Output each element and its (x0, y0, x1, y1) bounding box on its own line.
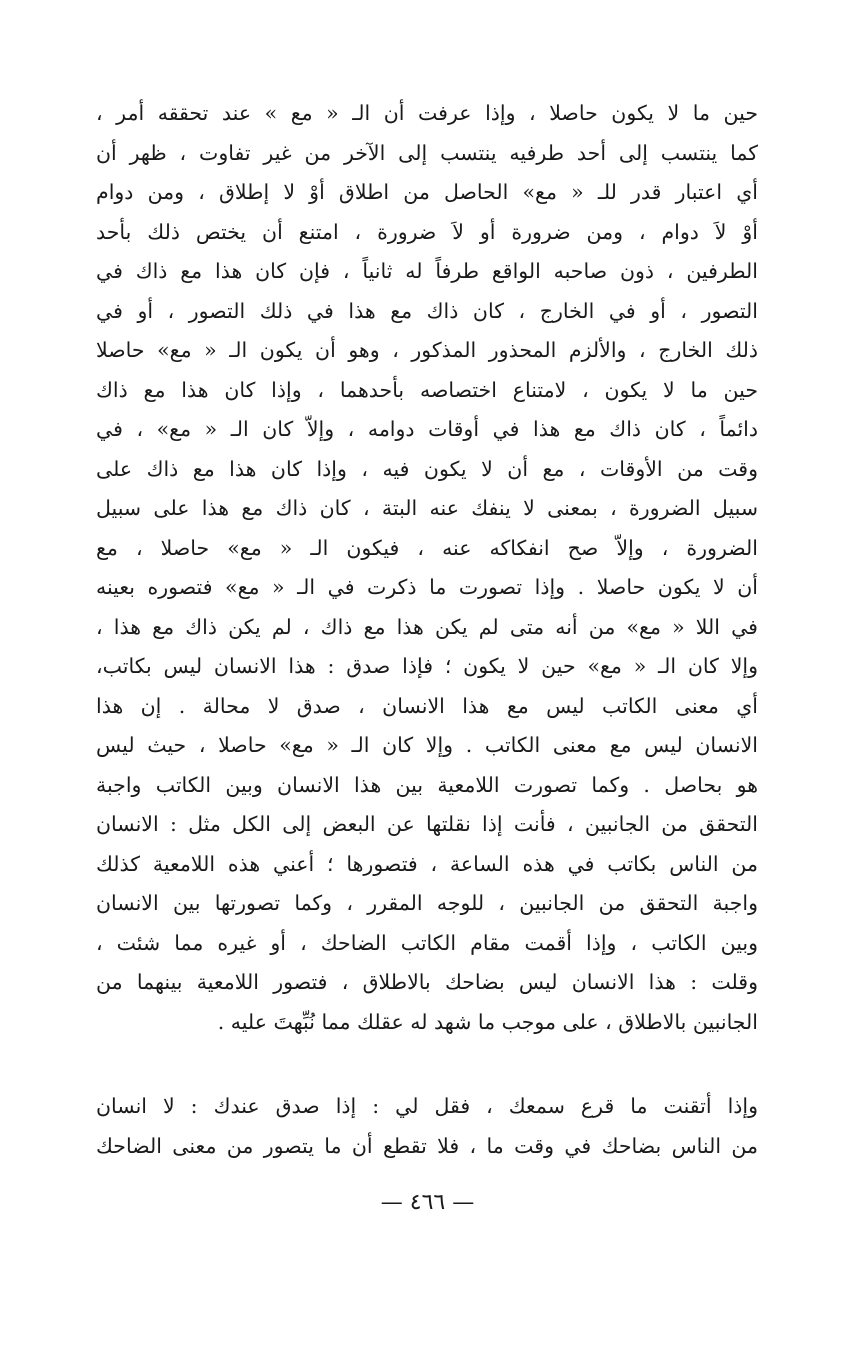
paragraph-2 (96, 1087, 758, 1166)
text-line: وإذا أتقنت ما قرع سمعك ، فقل لي : إذا صدق عندك : لا انسان (96, 1094, 758, 1118)
text-line: الطرفين ، ذون صاحبه الواقع طرفاً له ثانياً ، فإن كان هذا مع ذاك في (96, 259, 758, 283)
text-line: وقلت : هذا الانسان ليس بضاحك بالاطلاق ، فتصور اللامعية بينهما من (96, 970, 758, 994)
text-line: حين ما لا يكون ، لامتناع اختصاصه بأحدهما ، وإذا كان هذا مع ذاك (96, 377, 758, 402)
text-line: حين ما لا يكون حاصلا ، وإذا عرفت أن الـ « مع » عند تحققه أمر ، (96, 101, 758, 125)
text-line: وبين الكاتب ، وإذا أقمت مقام الكاتب الضاحك ، أو غيره مما شئت ، (96, 930, 758, 955)
text-line: أي معنى الكاتب ليس مع هذا الانسان ، صدق لا محالة . إن هذا (96, 693, 758, 718)
text-line: وقت من الأوقات ، مع أن لا يكون فيه ، وإذا كان هذا مع ذاك على (96, 456, 758, 481)
page-number: — ٤٦٦ — (380, 1190, 475, 1215)
text-line: أن لا يكون حاصلا . وإذا تصورت ما ذكرت في الـ « مع» فتصوره بعينه (96, 575, 758, 599)
text-line: في اللا « مع» من أنه متى لم يكن هذا مع ذاك ، لم يكن ذاك مع هذا ، (96, 614, 758, 639)
text-line: أوْ لاَ دوام ، ومن ضرورة أو لاَ ضرورة ، امتنع أن يختص ذلك بأحد (96, 219, 758, 244)
text-line: دائماً ، كان ذاك مع هذا في أوقات دوامه ، وإلاّ كان الـ « مع» ، في (96, 417, 758, 441)
text-line: التصور ، أو في الخارج ، كان ذاك مع هذا في ذلك التصور ، أو في (96, 298, 758, 323)
text-line: من الناس بضاحك في وقت ما ، فلا تقطع أن ما يتصور من معنى الضاحك (96, 1133, 758, 1158)
text-line: هو بحاصل . وكما تصورت اللامعية بين هذا الانسان وبين الكاتب واجبة (96, 772, 758, 797)
text-line: وإلا كان الـ « مع» حين لا يكون ؛ فإذا صدق : هذا الانسان ليس بكاتب، (96, 654, 758, 678)
paragraph-1 (96, 94, 758, 1042)
text-line: واجبة التحقق من الجانبين ، للوجه المقرر ، وكما تصورتها بين الانسان (96, 891, 758, 915)
text-line: سبيل الضرورة ، بمعنى لا ينفك عنه البتة ، كان ذاك مع هذا على سبيل (96, 496, 758, 520)
text-line: كما ينتسب إلى أحد طرفيه ينتسب إلى الآخر من غير تفاوت ، ظهر أن (96, 140, 758, 165)
text-line: الضرورة ، وإلاّ صح انفكاكه عنه ، فيكون الـ « مع» حاصلا ، مع (96, 535, 758, 560)
text-line: أي اعتبار قدر للـ « مع» الحاصل من اطلاق أوْ لا إطلاق ، ومن دوام (96, 180, 758, 204)
text-line: من الناس بكاتب في هذه الساعة ، فتصورها ؛ أعني هذه اللامعية كذلك (96, 851, 758, 876)
text-line: الجانبين بالاطلاق ، على موجب ما شهد له عقلك مما نُبِّهتَ عليه . (217, 1009, 758, 1034)
text-line: الانسان ليس مع معنى الكاتب . وإلا كان الـ « مع» حاصلا ، حيث ليس (96, 733, 758, 757)
text-line: التحقق من الجانبين ، فأنت إذا نقلتها عن البعض إلى الكل مثل : الانسان (96, 812, 758, 836)
text-line: ذلك الخارج ، والألزم المحذور المذكور ، وهو أن يكون الـ « مع» حاصلا (96, 338, 758, 362)
